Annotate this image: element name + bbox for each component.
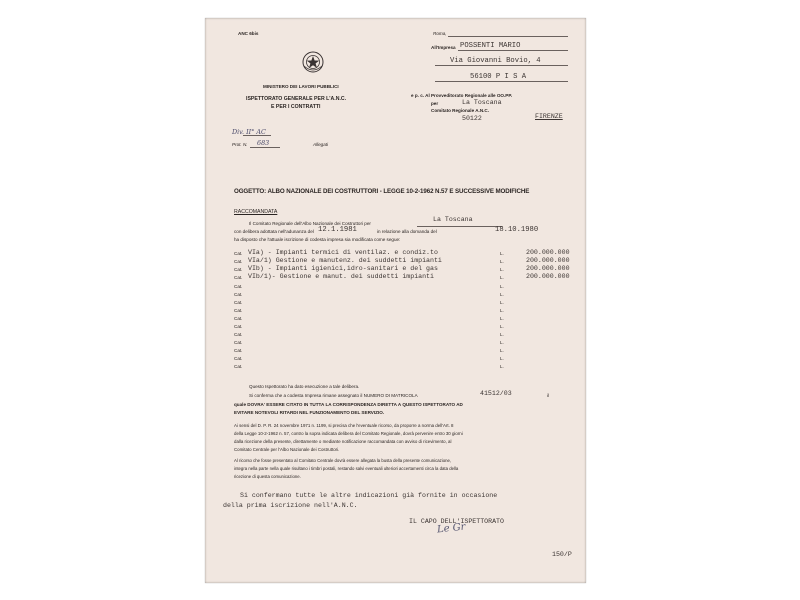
category-label: Cat. — [234, 259, 243, 264]
category-label: Cat. — [234, 356, 243, 361]
category-row — [234, 282, 579, 290]
lire-label: L. — [500, 356, 504, 361]
category-amount: 200.000.000 — [526, 249, 570, 256]
category-label: Cat. — [234, 308, 243, 313]
lire-label: L. — [500, 316, 504, 321]
category-row — [234, 322, 579, 330]
ministry-name: MINISTERO DEI LAVORI PUBBLICI — [263, 84, 339, 89]
lire-label: L. — [500, 251, 504, 256]
category-row — [234, 362, 579, 370]
lire-label: L. — [500, 332, 504, 337]
intro-region: La Toscana — [433, 216, 473, 223]
protocol-line — [250, 147, 280, 148]
paragraph-ricorso-2: della Legge 10-2-1962 n. 57, contro la sopra indicata delibera del Comitato Regionale, dovrà pervenire entro 30 giorni — [234, 431, 463, 436]
lire-label: L. — [500, 300, 504, 305]
category-amount: 200.000.000 — [526, 273, 570, 280]
protocol-label: Prot. N. — [232, 142, 248, 147]
committee-city: FIRENZE — [535, 113, 563, 120]
lire-label: L. — [500, 308, 504, 313]
lire-label: L. — [500, 340, 504, 345]
category-row — [234, 257, 579, 265]
committee-label: Comitato Regionale A.N.C. — [431, 108, 490, 113]
lire-label: L. — [500, 324, 504, 329]
category-label: Cat. — [234, 364, 243, 369]
recipient-address: Via Giovanni Bovio, 4 — [450, 57, 541, 65]
paragraph-conferma-2: della prima iscrizione nell'A.N.C. — [223, 502, 358, 509]
per-label: per — [431, 101, 439, 106]
intro-date2: 18.10.1980 — [495, 226, 539, 234]
category-label: Cat. — [234, 348, 243, 353]
signature-scribble: Le Gr — [436, 521, 467, 536]
cc-label: e p. c. Al Provveditorato Regionale alle OO.PP. — [411, 93, 513, 98]
division-line — [243, 135, 271, 136]
category-label: Cat. — [234, 300, 243, 305]
paragraph-matricola-a: Si conferma che a codesta Impresa rimane assegnato il NUMERO DI MATRICOLA — [249, 393, 418, 398]
lire-label: L. — [500, 292, 504, 297]
category-row — [234, 265, 579, 273]
region-name: La Toscana — [462, 99, 502, 106]
republic-emblem-icon — [301, 50, 325, 74]
intro-date: 12.1.1981 — [318, 226, 357, 234]
paragraph-ricorso-4: Comitato Centrale per l'Albo Nazionale dei Costruttori. — [234, 447, 340, 452]
signature-title: IL CAPO DELL'ISPETTORATO — [409, 518, 504, 525]
category-label: Cat. — [234, 292, 243, 297]
paragraph-execution: Questo Ispettorato ha dato esecuzione a tale delibera. — [249, 384, 360, 389]
roma-date-line — [448, 36, 568, 37]
paragraph-matricola-il: il — [547, 393, 550, 398]
lire-label: L. — [500, 284, 504, 289]
recipient-city-line — [435, 81, 568, 82]
category-text: VIa/1) Gestione e manutenz. dei suddetti impianti — [248, 257, 442, 264]
intro-line2: con delibera adottata nell'adunanza del — [234, 229, 314, 234]
protocol-number: 683 — [257, 139, 270, 147]
category-label: Cat. — [234, 284, 243, 289]
category-row — [234, 314, 579, 322]
category-label: Cat. — [234, 324, 243, 329]
paragraph-ricorso-1: Ai sensi del D. P. R. 24 novembre 1971 n. 1199, si precisa che l'eventuale ricorso, da proporre a norma dell'Art. 8 — [234, 423, 454, 428]
raccomandata-label: RACCOMANDATA — [234, 209, 278, 215]
recipient-name: POSSENTI MARIO — [460, 42, 521, 50]
category-text: VIa) - Impianti termici di ventilaz. e condiz.to — [248, 249, 438, 256]
category-label: Cat. — [234, 316, 243, 321]
category-row — [234, 346, 579, 354]
inspectorate-line2: E PER I CONTRATTI — [271, 104, 321, 110]
recipient-city: 56100 P I S A — [470, 73, 527, 81]
document-page — [205, 18, 586, 583]
paragraph-matricola-d: EVITARE NOTEVOLI RITARDI NEL FUNZIONAMENTO DEL SERVIZIO. — [234, 410, 385, 415]
recipient-label: All'Impresa — [431, 45, 456, 50]
recipient-address-line — [435, 65, 568, 66]
intro-line1: Il Comitato Regionale dell'Albo Nazionale dei Costruttori per — [249, 221, 371, 226]
lire-label: L. — [500, 364, 504, 369]
division-ref: Div. II° AC — [232, 128, 266, 136]
inspectorate-line1: ISPETTORATO GENERALE PER L'A.N.C. — [246, 96, 347, 102]
form-code: ANC 6bis — [238, 31, 259, 36]
intro-region-line — [417, 226, 502, 227]
intro-line3: ha disposto che l'attuale iscrizione di codesta impresa sia modificata come segue: — [234, 237, 401, 242]
category-row — [234, 298, 579, 306]
lire-label: L. — [500, 267, 504, 272]
paragraph-ricorso-3: dalla ricezione della presente, direttamente o mediante notificazione raccomandata con avviso di ricevimento, al — [234, 439, 452, 444]
paragraph-conferma-1: Si confermano tutte le altre indicazioni già fornite in occasione — [240, 492, 498, 499]
matricola-number: 41512/03 — [480, 390, 512, 397]
roma-label: Roma, — [433, 31, 447, 36]
committee-postcode: 50122 — [462, 115, 482, 122]
category-row — [234, 306, 579, 314]
paragraph-busta-2: integra nella parte nella quale risultano i timbri postali, restando salvi eventuali ulteriori accertamenti circa la data della — [234, 466, 459, 471]
paragraph-busta-3: ricezione di questa comunicazione. — [234, 474, 301, 479]
category-text: VIb/1)- Gestione e manut. dei suddetti impianti — [248, 273, 434, 280]
lire-label: L. — [500, 259, 504, 264]
category-amount: 200.000.000 — [526, 265, 570, 272]
category-text: VIb) - Impianti igienici,idro-sanitari e del gas — [248, 265, 438, 272]
subject-line: OGGETTO: ALBO NAZIONALE DEI COSTRUTTORI - LEGGE 10-2-1962 N.57 E SUCCESSIVE MODIFICHE — [234, 188, 530, 195]
category-row — [234, 354, 579, 362]
category-row — [234, 290, 579, 298]
category-amount: 200.000.000 — [526, 257, 570, 264]
paragraph-busta-1: Al ricorso che fosse presentato al Comitato Centrale dovrà essere allegata la busta della presente comunicazione, — [234, 458, 452, 463]
category-label: Cat. — [234, 251, 243, 256]
intro-line2-b: in relazione alla domanda del — [377, 229, 437, 234]
category-label: Cat. — [234, 340, 243, 345]
category-label: Cat. — [234, 332, 243, 337]
recipient-name-line — [458, 50, 568, 51]
category-row — [234, 249, 579, 257]
category-row — [234, 338, 579, 346]
paragraph-matricola-c: quale DOVRA' ESSERE CITATO IN TUTTA LA CORRISPONDENZA DIRETTA A QUESTO ISPETTORATO AD — [234, 402, 463, 407]
category-label: Cat. — [234, 267, 243, 272]
lire-label: L. — [500, 348, 504, 353]
category-row — [234, 273, 579, 281]
allegati-label: Allegati — [313, 142, 329, 147]
lire-label: L. — [500, 275, 504, 280]
category-row — [234, 330, 579, 338]
footer-code: 150/P — [552, 551, 572, 558]
category-label: Cat. — [234, 275, 243, 280]
